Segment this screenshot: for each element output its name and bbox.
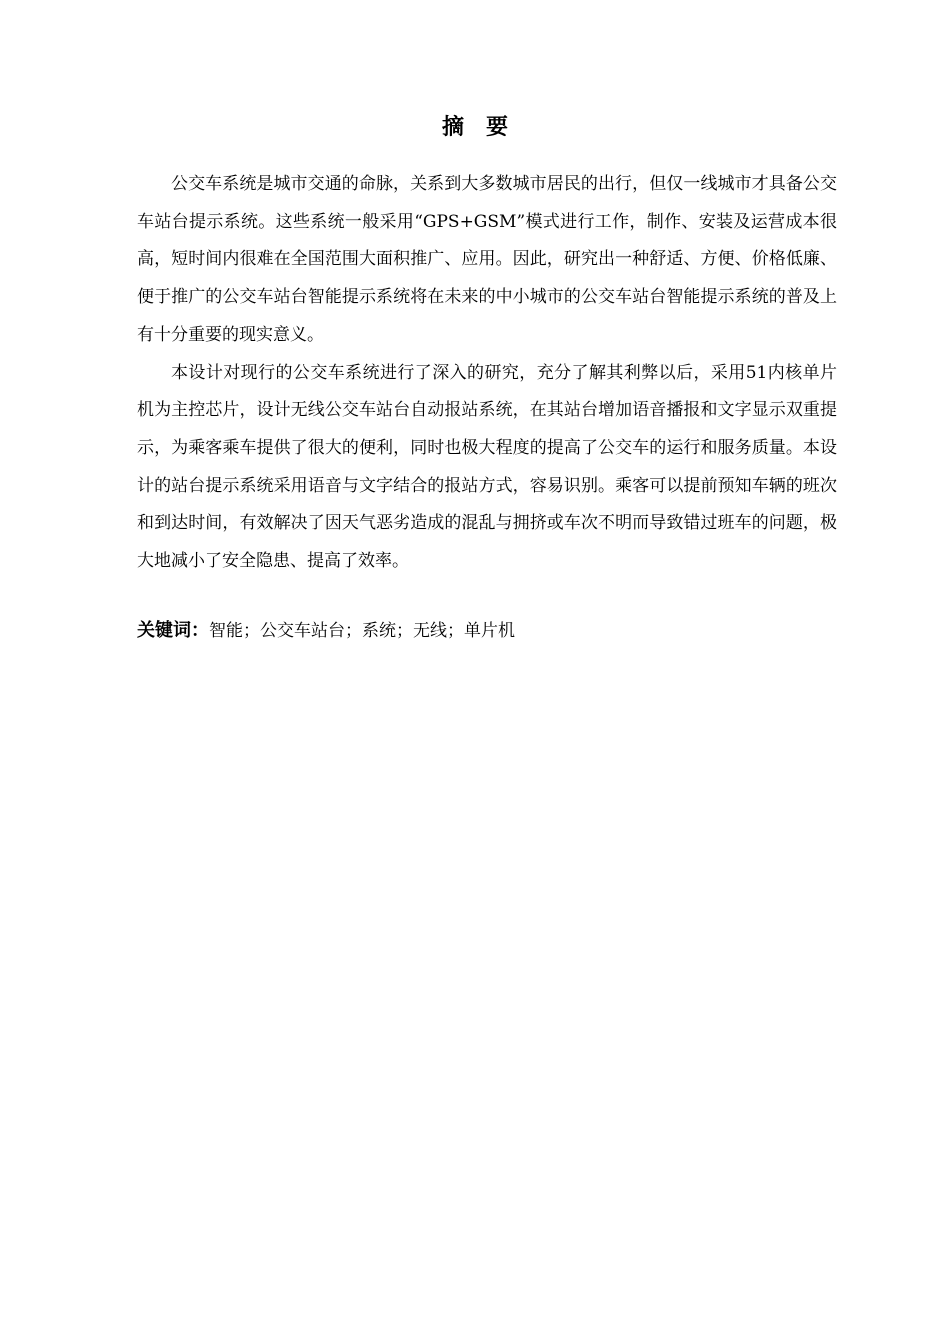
abstract-title-char-1: 摘 (441, 115, 464, 140)
keywords-label: 关键词： (137, 620, 209, 641)
keywords-line (137, 613, 837, 649)
abstract-title (0, 110, 950, 146)
keywords-values: 智能；公交车站台；系统；无线；单片机 (209, 621, 515, 641)
abstract-paragraph-1: 公交车系统是城市交通的命脉，关系到大多数城市居民的出行，但仅一线城市才具备公交车站台提示系统。这些系统一般采用“GPS+GSM”模式进行工作，制作、安装及运营成本很高，短时间内很难在全国范围大面积推广、应用。因此，研究出一种舒适、方便、价格低廉、便于推广的公交车站台智能提示系统将在未来的中小城市的公交车站台智能提示系统的普及上有十分重要的现实意义。 (137, 174, 837, 345)
abstract-body (137, 166, 837, 581)
abstract-paragraph-2: 本设计对现行的公交车系统进行了深入的研究，充分了解其利弊以后，采用51内核单片机为主控芯片，设计无线公交车站台自动报站系统，在其站台增加语音播报和文字显示双重提示，为乘客乘车提供了很大的便利，同时也极大程度的提高了公交车的运行和服务质量。本设计的站台提示系统采用语音与文字结合的报站方式，容易识别。乘客可以提前预知车辆的班次和到达时间，有效解决了因天气恶劣造成的混乱与拥挤或车次不明而导致错过班车的问题，极大地减小了安全隐患、提高了效率。 (137, 362, 837, 572)
abstract-title-char-2: 要 (486, 115, 509, 140)
